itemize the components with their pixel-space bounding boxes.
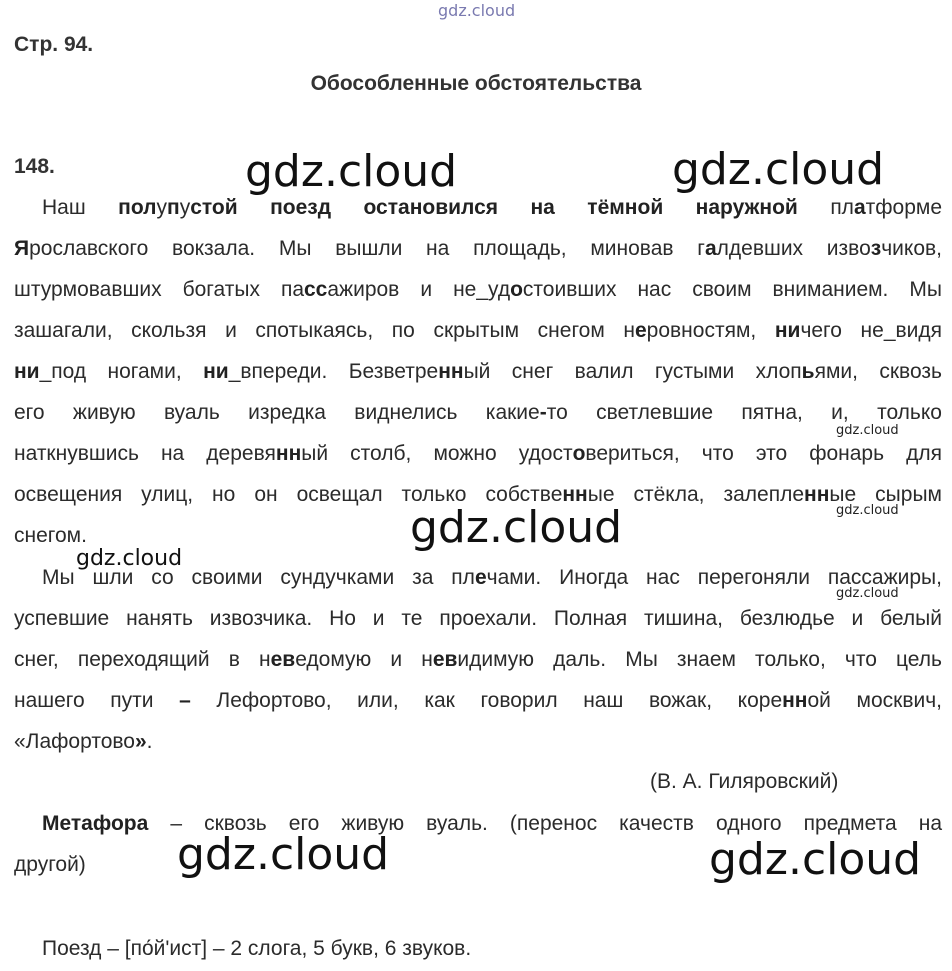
exercise-number: 148. [14, 155, 55, 178]
text-run: . [146, 730, 153, 753]
text-run: рославского вокзала. Мы вышли на площадь, миновав г [29, 237, 705, 260]
highlighted-letters: Я [14, 237, 30, 260]
text-run: Наш [42, 196, 119, 219]
text-run: вериться, что это фонарь для [585, 442, 942, 465]
highlighted-letters: – [179, 689, 191, 712]
highlighted-letters: ни [203, 360, 229, 383]
paragraph1-line [14, 319, 942, 343]
highlighted-letters: ни [774, 319, 801, 342]
highlighted-letters: нн [275, 442, 302, 465]
watermark-small-2: gdz.cloud [836, 503, 899, 518]
page-label: Стр. 94. [14, 33, 94, 56]
text-run: снегом. [14, 524, 87, 547]
metaphor-term: Метафора [42, 812, 149, 835]
text-run: зашагали, скользя и спотыкаясь, по скрытым снегом н [14, 319, 635, 342]
highlighted-letters: е [634, 319, 647, 342]
text-run: ые стёкла, залепле [587, 483, 805, 506]
text-run: ый снег валил густыми хлоп [463, 360, 802, 383]
watermark-small-3: gdz.cloud [836, 586, 899, 601]
text-run: ые сырым [829, 483, 942, 506]
highlighted-letters: а [704, 237, 717, 260]
metaphor-line-2: другой) [14, 853, 86, 876]
text-run: его живую вуаль изредка виднелись какие [14, 401, 540, 424]
watermark-3: gdz.cloud [410, 502, 623, 553]
highlighted-letters: пол [118, 196, 157, 219]
highlighted-letters: нн [804, 483, 830, 506]
text-run: нашего пути [14, 689, 180, 712]
text-run: ажиров и не_уд [327, 278, 511, 301]
text-run: у [156, 196, 167, 219]
highlighted-letters: а [853, 196, 866, 219]
text-run: ровностям, [646, 319, 775, 342]
text-run: наткнувшись на деревя [14, 442, 276, 465]
page-title: Обособленные обстоятельства [310, 72, 642, 95]
text-run: ой москвич, [807, 689, 942, 712]
highlighted-letters: е [474, 566, 487, 589]
paragraph1-line [14, 278, 942, 302]
phonetic-analysis: Поезд – [по́й'ист] – 2 слога, 5 букв, 6 звуков. [42, 937, 472, 960]
watermark-small-1: gdz.cloud [836, 423, 899, 438]
text-run: пл [830, 196, 854, 219]
text-run: едомую и н [295, 648, 433, 671]
paragraph1-line [14, 360, 942, 384]
watermark-1: gdz.cloud [245, 146, 458, 197]
paragraph1-line [14, 442, 942, 466]
watermark-small-4: gdz.cloud [76, 546, 183, 571]
highlighted-letters: ь [801, 360, 815, 383]
highlighted-letters: з [870, 237, 882, 260]
highlighted-letters: нн [782, 689, 808, 712]
highlighted-letters: » [134, 730, 147, 753]
text-run: штурмовавших богатых па [14, 278, 304, 301]
highlighted-letters: стой поезд остановился на тёмной наружной [190, 196, 831, 219]
text-run: ями, сквозь [814, 360, 942, 383]
text-run: тформе [865, 196, 942, 219]
text-run: снег, переходящий в н [14, 648, 271, 671]
text-run: лдевших изво [716, 237, 871, 260]
site-watermark-top: gdz.cloud [438, 1, 516, 20]
paragraph1-line [14, 237, 942, 261]
highlighted-letters: о [510, 278, 523, 301]
text-run: чего не_видя [800, 319, 943, 342]
text-run: _впереди. Безветре [228, 360, 439, 383]
text-run: Мы шли со своими сундучками за пл [42, 566, 475, 589]
author-attribution: (В. А. Гиляровский) [650, 770, 839, 793]
metaphor-text: – сквозь его живую вуаль. (перенос качеств одного предмета на [148, 812, 942, 835]
highlighted-letters: о [572, 442, 586, 465]
text-run: чиков, [881, 237, 942, 260]
watermark-5: gdz.cloud [709, 834, 922, 885]
paragraph2-line [14, 689, 942, 713]
text-run: ый столб, можно удост [301, 442, 573, 465]
text-run: Лефортово, или, как говорил наш вожак, коре [190, 689, 783, 712]
text-run: освещения улиц, но он освещал только собстве [14, 483, 563, 506]
highlighted-letters: - [539, 401, 547, 424]
paragraph1-line [14, 401, 942, 425]
paragraph2-line [14, 648, 942, 672]
highlighted-letters: ни [14, 360, 40, 383]
text-run: «Лафортово [14, 730, 135, 753]
watermark-4: gdz.cloud [177, 829, 390, 880]
highlighted-letters: нн [562, 483, 588, 506]
text-run: то светлевшие пятна, и, только [546, 401, 942, 424]
watermark-2: gdz.cloud [672, 144, 885, 195]
text-run: стоивших нас своим вниманием. Мы [522, 278, 942, 301]
text-run: чами. Иногда нас перегоняли пассажиры, [486, 566, 942, 589]
text-run: у [179, 196, 191, 219]
paragraph2-line [14, 607, 942, 631]
highlighted-letters: нн [438, 360, 464, 383]
paragraph1-line [42, 196, 942, 220]
paragraph2-line [14, 730, 942, 754]
text-run: идимую даль. Мы знаем только, что цель [457, 648, 942, 671]
highlighted-letters: ев [432, 648, 458, 671]
highlighted-letters: п [167, 196, 180, 219]
highlighted-letters: сс [304, 278, 328, 301]
text-run: _под ногами, [39, 360, 204, 383]
text-run: успевшие нанять извозчика. Но и те проехали. Полная тишина, безлюдье и белый [14, 607, 942, 630]
highlighted-letters: ев [270, 648, 296, 671]
